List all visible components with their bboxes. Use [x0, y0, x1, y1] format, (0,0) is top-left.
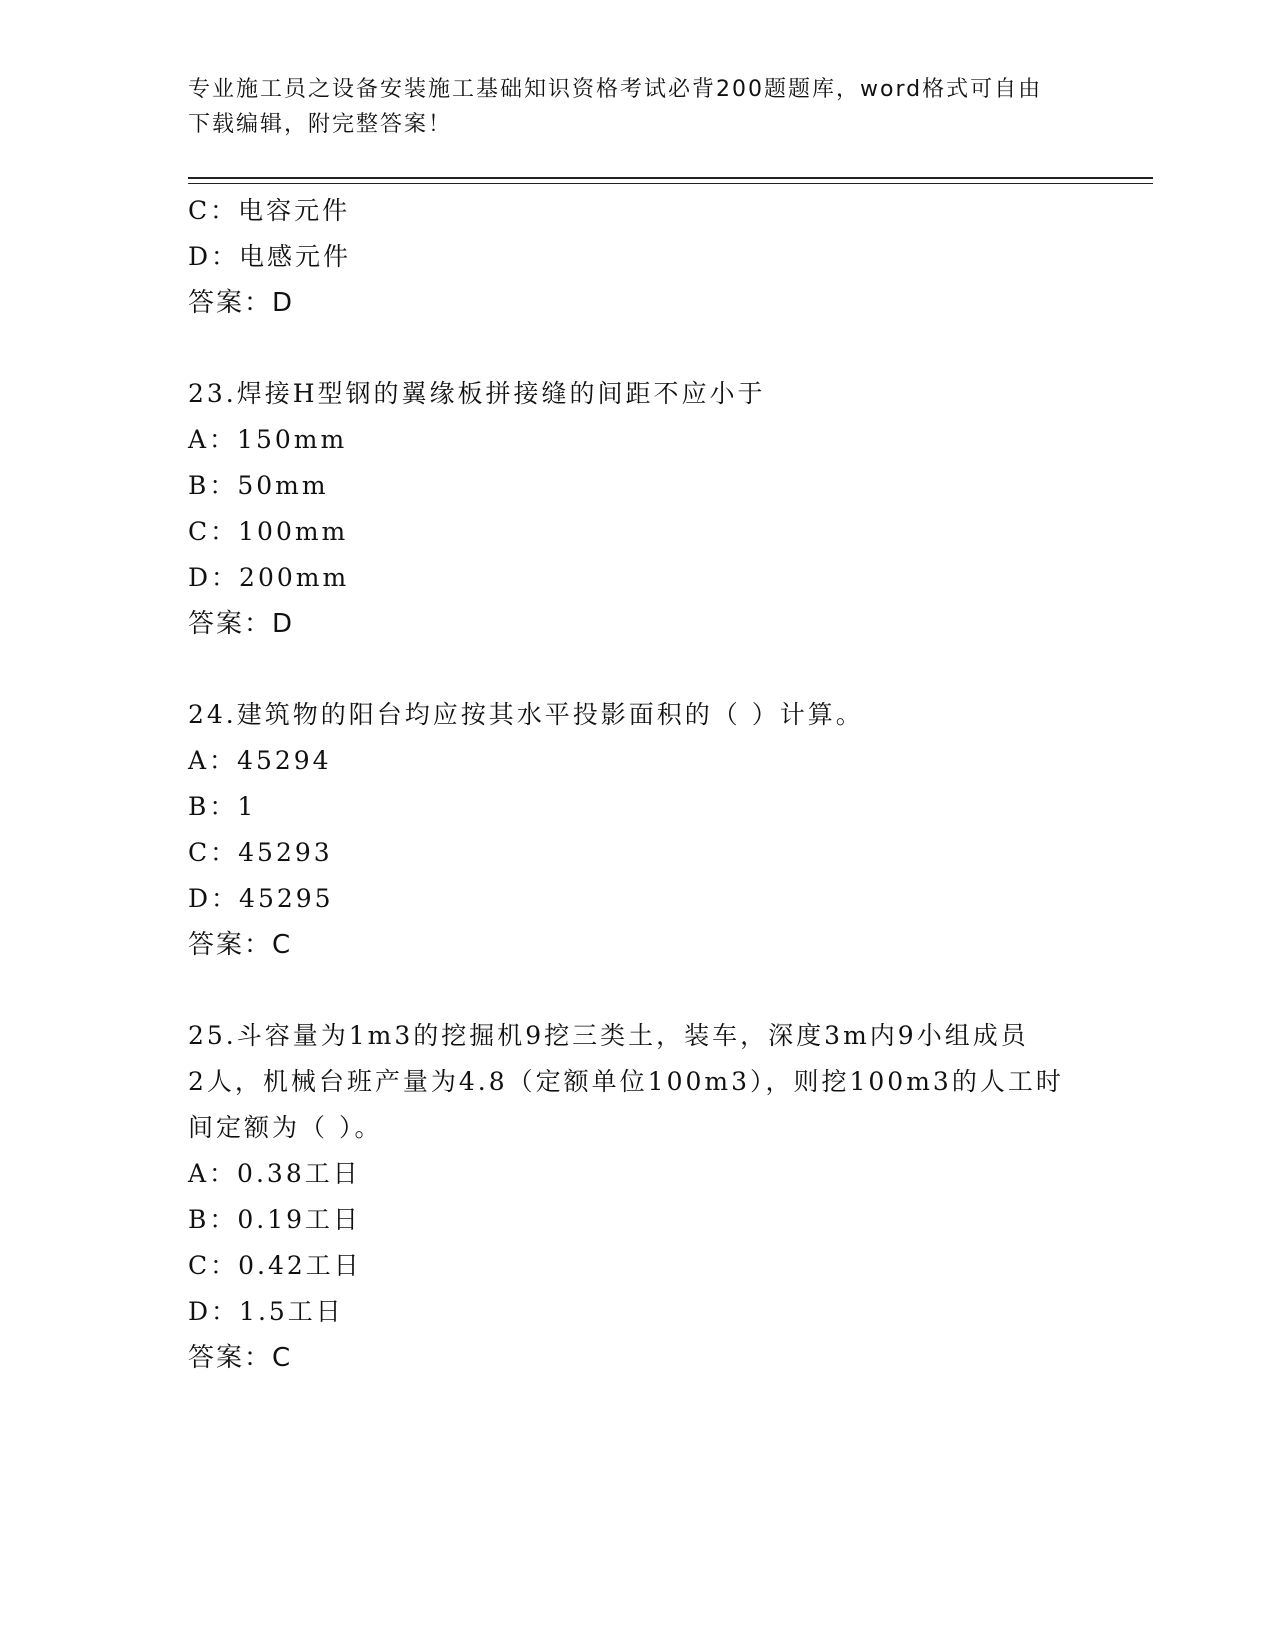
document-body	[188, 188, 1088, 1381]
stem-line: 2人，机械台班产量为4.8（定额单位100m3），则挖100m3的人工时	[188, 1067, 1064, 1096]
option-c: C：电容元件	[188, 196, 351, 225]
answer-line: 答案：D	[188, 288, 295, 318]
header-line-2: 下载编辑，附完整答案！	[188, 112, 453, 137]
header-rule-thick	[188, 177, 1153, 179]
option-a: A：150mm	[188, 425, 348, 454]
option-b: B：0.19工日	[188, 1205, 362, 1234]
option-c: C：45293	[188, 838, 333, 867]
option-c: C：0.42工日	[188, 1251, 362, 1280]
question-23	[188, 371, 1088, 647]
option-b: B：50mm	[188, 471, 329, 500]
option-a: A：45294	[188, 746, 332, 775]
option-d: D：45295	[188, 884, 334, 913]
option-d: D：电感元件	[188, 242, 352, 271]
question-stem	[188, 371, 1068, 417]
stem-line: 间定额为（ ）。	[188, 1113, 383, 1142]
option-c: C：100mm	[188, 517, 349, 546]
option-b: B：1	[188, 792, 257, 821]
question-stem	[188, 1013, 1068, 1151]
answer-line: 答案：D	[188, 609, 295, 639]
document-header	[188, 72, 1068, 142]
question-24	[188, 692, 1088, 968]
option-d: D：1.5工日	[188, 1297, 344, 1326]
option-d: D：200mm	[188, 563, 350, 592]
option-a: A：0.38工日	[188, 1159, 361, 1188]
stem-line: 24.建筑物的阳台均应按其水平投影面积的（ ）计算。	[188, 700, 864, 729]
header-line-1: 专业施工员之设备安装施工基础知识资格考试必背200题题库，word格式可自由	[188, 77, 1043, 102]
spacer	[188, 647, 1088, 692]
header-rule-thin	[188, 183, 1153, 184]
question-25	[188, 1013, 1088, 1381]
spacer	[188, 968, 1088, 1013]
question-stem	[188, 692, 1068, 738]
spacer	[188, 326, 1088, 371]
answer-line: 答案：C	[188, 930, 293, 960]
stem-line: 23.焊接H型钢的翼缘板拼接缝的间距不应小于	[188, 379, 766, 408]
answer-line: 答案：C	[188, 1343, 293, 1373]
question-22-tail	[188, 188, 1088, 326]
stem-line: 25.斗容量为1m3的挖掘机9挖三类土，装车，深度3m内9小组成员	[188, 1021, 1029, 1050]
